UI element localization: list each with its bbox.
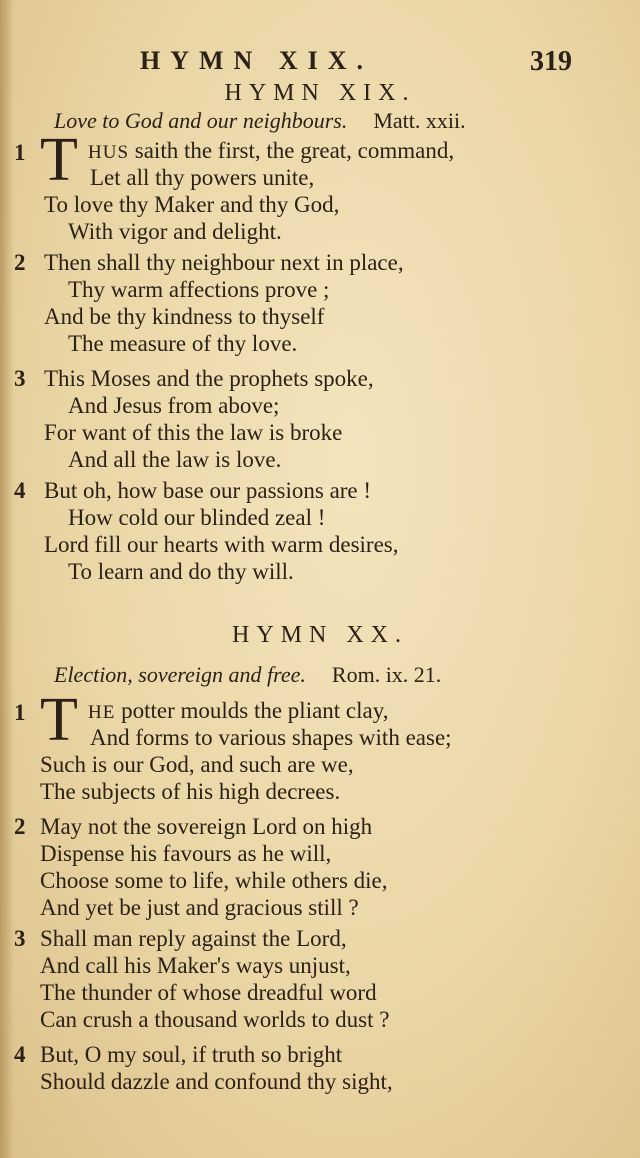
stanza-line: And yet be just and gracious still ? (40, 895, 359, 920)
drop-cap: T (40, 126, 78, 194)
stanza-line: For want of this the law is broke (44, 420, 343, 445)
stanza-line: How cold our blinded zeal ! (68, 505, 326, 530)
hymn-20-topic: Election, sovereign and free. (54, 662, 306, 687)
stanza-line: To learn and do thy will. (68, 559, 294, 584)
stanza-line: Such is our God, and such are we, (40, 752, 354, 777)
page-number: 319 (530, 46, 572, 77)
hymn-19-topic: Love to God and our neighbours. (54, 108, 348, 133)
stanza-line: Dispense his favours as he will, (40, 841, 332, 866)
stanza-line: HUS saith the first, the great, command, (88, 138, 455, 163)
stanza-number: 1 (14, 700, 26, 725)
stanza-line: And forms to various shapes with ease; (90, 725, 452, 750)
hymn-20-reference: Rom. ix. 21. (331, 662, 442, 687)
stanza-line: Choose some to life, while others die, (40, 868, 388, 893)
stanza-line: This Moses and the prophets spoke, (44, 366, 374, 391)
stanza-line: With vigor and delight. (68, 219, 282, 244)
stanza-line: Then shall thy neighbour next in place, (44, 250, 404, 275)
stanza-line: Lord fill our hearts with warm desires, (44, 532, 399, 557)
stanza-number: 4 (14, 478, 26, 503)
stanza-line: Let all thy powers unite, (90, 165, 315, 190)
hymn-19-subtitle (54, 108, 594, 134)
page-binding-edge (0, 0, 14, 1158)
stanza-line: Can crush a thousand worlds to dust ? (40, 1007, 390, 1032)
stanza-line: The subjects of his high decrees. (40, 779, 341, 804)
stanza-line: And call his Maker's ways unjust, (40, 953, 351, 978)
stanza-line: Should dazzle and confound thy sight, (40, 1069, 393, 1094)
hymn-19-title: HYMN XIX. (224, 80, 416, 106)
stanza-number: 1 (14, 140, 26, 165)
stanza-line: And be thy kindness to thyself (44, 304, 325, 329)
running-head-title: HYMN XIX. (140, 46, 373, 75)
stanza-line: The thunder of whose dreadful word (40, 980, 377, 1005)
stanza-line: But oh, how base our passions are ! (44, 478, 372, 503)
stanza-number: 3 (14, 926, 26, 951)
drop-cap: T (40, 686, 78, 754)
running-head (0, 40, 640, 80)
stanza-number: 2 (14, 814, 26, 839)
stanza-number: 3 (14, 366, 26, 391)
stanza-line: But, O my soul, if truth so bright (40, 1042, 343, 1067)
stanza-line: To love thy Maker and thy God, (44, 192, 340, 217)
stanza-number: 2 (14, 250, 26, 275)
stanza-line: May not the sovereign Lord on high (40, 814, 373, 839)
stanza-number: 4 (14, 1042, 26, 1067)
stanza-line: HE potter moulds the pliant clay, (88, 698, 389, 723)
hymn-20-subtitle (54, 662, 594, 688)
stanza-line: The measure of thy love. (68, 331, 298, 356)
hymn-20-title: HYMN XX. (232, 622, 408, 648)
stanza-line: Shall man reply against the Lord, (40, 926, 347, 951)
stanza-line: And all the law is love. (68, 447, 282, 472)
hymn-19-reference: Matt. xxii. (373, 108, 466, 133)
stanza-line: Thy warm affections prove ; (68, 277, 330, 302)
stanza-line: And Jesus from above; (68, 393, 280, 418)
